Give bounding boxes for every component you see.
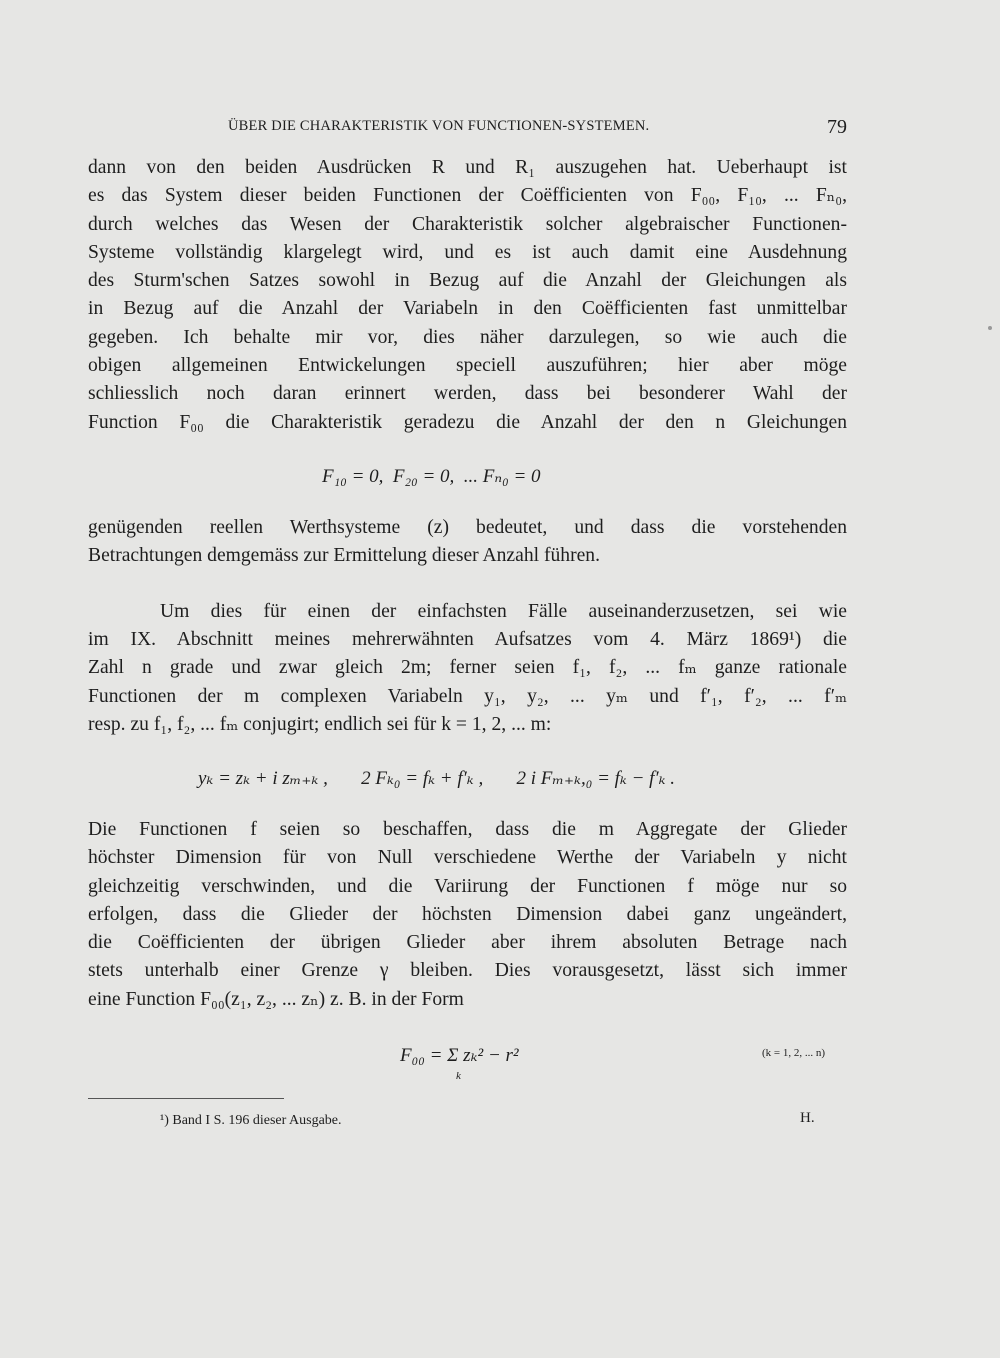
equation-1: F₁₀ = 0, F₂₀ = 0, ... Fₙ₀ = 0 <box>322 466 541 487</box>
author-signature: H. <box>800 1110 815 1126</box>
text-line: dann von den beiden Ausdrücken R und R₁ auszugehen hat. Ueberhaupt ist <box>88 157 847 178</box>
footnote: ¹) Band I S. 196 dieser Ausgabe. <box>160 1113 342 1128</box>
text-line: des Sturm'schen Satzes sowohl in Bezug auf die Anzahl der Gleichungen als <box>88 270 847 292</box>
text-line: genügenden reellen Werthsysteme (z) bedeutet, und dass die vorstehenden <box>88 517 847 538</box>
equation-3-sum-index: k <box>456 1070 461 1082</box>
text-line: Um dies für einen der einfachsten Fälle auseinanderzusetzen, sei wie <box>160 601 847 622</box>
text-line: stets unterhalb einer Grenze γ bleiben. Dies vorausgesetzt, lässt sich immer <box>88 960 847 982</box>
equation-3: F₀₀ = Σ zₖ² − r² <box>400 1045 519 1066</box>
text-line: schliesslich noch daran erinnert werden, dass bei besonderer Wahl der <box>88 383 847 405</box>
running-head: ÜBER DIE CHARAKTERISTIK VON FUNCTIONEN-SYSTEMEN. <box>228 118 650 134</box>
text-line: gleichzeitig verschwinden, und die Variirung der Functionen f möge nur so <box>88 875 847 897</box>
text-line: eine Function F₀₀(z₁, z₂, ... zₙ) z. B. in der Form <box>88 988 464 1010</box>
text-line: die Coëfficienten der übrigen Glieder aber ihrem absoluten Betrage nach <box>88 932 847 954</box>
text-line: erfolgen, dass die Glieder der höchsten Dimension dabei ganz ungeändert, <box>88 903 847 925</box>
text-line: durch welches das Wesen der Charakteristik solcher algebraischer Functionen- <box>88 213 847 235</box>
text-line: resp. zu f₁, f₂, ... fₘ conjugirt; endlich sei für k = 1, 2, ... m: <box>88 713 552 735</box>
paragraph-4 <box>88 816 847 1014</box>
text-line: Die Functionen f seien so beschaffen, dass die m Aggregate der Glieder <box>88 819 847 840</box>
footnote-rule <box>88 1098 284 1099</box>
text-line: Functionen der m complexen Variabeln y₁, y₂, ... yₘ und f′₁, f′₂, ... f′ₘ <box>88 685 847 707</box>
text-line: höchster Dimension für von Null verschiedene Werthe der Variabeln y nicht <box>88 847 847 869</box>
text-line: Systeme vollständig klargelegt wird, und es ist auch damit eine Ausdehnung <box>88 241 847 263</box>
page-number: 79 <box>827 116 847 138</box>
equation-3-range: (k = 1, 2, ... n) <box>762 1047 826 1059</box>
paragraph-3-first <box>160 598 847 626</box>
paper-speck <box>988 326 992 330</box>
text-line: es das System dieser beiden Functionen der Coëfficienten von F₀₀, F₁₀, ... Fₙ₀, <box>88 185 847 207</box>
text-line: Function F₀₀ die Charakteristik geradezu die Anzahl der den n Gleichungen <box>88 411 847 433</box>
paragraph-1 <box>88 154 847 437</box>
equation-2: yₖ = zₖ + i zₘ₊ₖ , 2 Fₖ₀ = fₖ + f′ₖ , 2 i Fₘ₊ₖ,₀ = fₖ − f′ₖ . <box>198 768 676 789</box>
text-line: Betrachtungen demgemäss zur Ermittelung dieser Anzahl führen. <box>88 545 600 567</box>
text-line: Zahl n grade und zwar gleich 2m; ferner seien f₁, f₂, ... fₘ ganze rationale <box>88 657 847 679</box>
text-line: im IX. Abschnitt meines mehrerwähnten Aufsatzes vom 4. März 1869¹) die <box>88 629 847 650</box>
paragraph-3 <box>88 626 847 739</box>
text-line: gegeben. Ich behalte mir vor, dies näher darzulegen, so wie auch die <box>88 326 847 348</box>
paragraph-2 <box>88 514 847 571</box>
text-line: obigen allgemeinen Entwickelungen speciell auszuführen; hier aber möge <box>88 355 847 377</box>
text-line: in Bezug auf die Anzahl der Variabeln in den Coëfficienten fast unmittelbar <box>88 298 847 320</box>
